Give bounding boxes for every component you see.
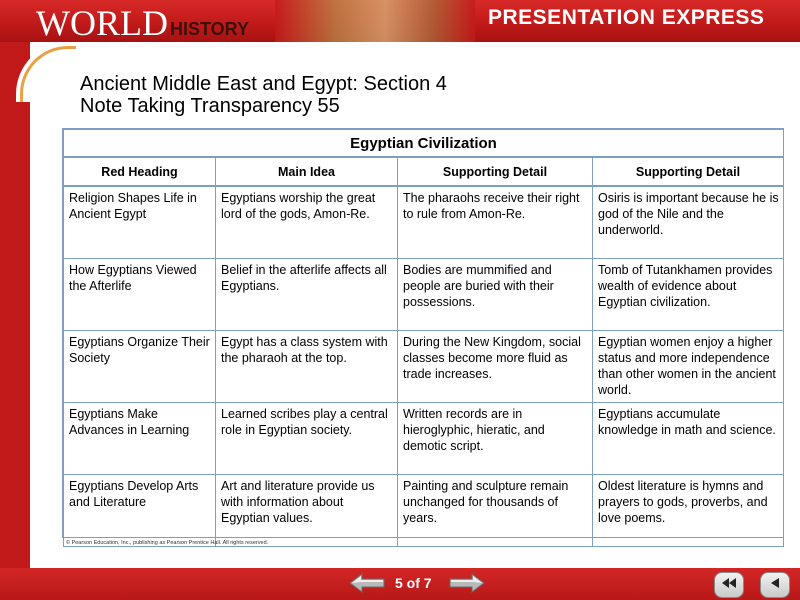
header-bar — [0, 0, 800, 42]
table-cell: Art and literature provide us with information about Egyptian values. — [216, 474, 398, 546]
table-row — [64, 474, 784, 546]
table-cell: Learned scribes play a central role in Egyptian society. — [216, 402, 398, 474]
table-row — [64, 402, 784, 474]
note-table — [63, 129, 784, 547]
page-indicator: 5 of 7 — [395, 575, 432, 591]
table-cell: During the New Kingdom, social classes become more fluid as trade increases. — [398, 330, 593, 402]
table-cell: Written records are in hieroglyphic, hieratic, and demotic script. — [398, 402, 593, 474]
table-caption: Egyptian Civilization — [64, 130, 784, 158]
table-cell: Egyptians Develop Arts and Literature — [64, 474, 216, 546]
egyptian-civilization-table — [62, 128, 784, 538]
slide-title-line2: Note Taking Transparency 55 — [80, 95, 340, 117]
table-cell: Tomb of Tutankhamen provides wealth of evidence about Egyptian civilization. — [593, 258, 784, 330]
play-back-icon — [769, 576, 781, 594]
table-cell: Belief in the afterlife affects all Egyptians. — [216, 258, 398, 330]
presentation-express-title: PRESENTATION EXPRESS — [488, 6, 765, 29]
copyright-notice: © Pearson Education, Inc., publishing as Pearson Prentice Hall. All rights reserved. — [66, 540, 269, 546]
header-main-idea: Main Idea — [216, 157, 398, 186]
table-cell: Egyptians Organize Their Society — [64, 330, 216, 402]
header-supporting-detail-1: Supporting Detail — [398, 157, 593, 186]
rewind-button[interactable] — [714, 572, 744, 598]
header-red-heading: Red Heading — [64, 157, 216, 186]
logo-world-text: WORLD — [36, 3, 168, 42]
left-arrow-icon[interactable] — [348, 573, 386, 593]
right-arrow-icon[interactable] — [448, 573, 486, 593]
header-banner-art — [275, 0, 475, 42]
table-row — [64, 330, 784, 402]
table-cell: Egyptians worship the great lord of the gods, Amon-Re. — [216, 186, 398, 258]
table-cell: Egyptians Make Advances in Learning — [64, 402, 216, 474]
table-cell: Egyptian women enjoy a higher status and more independence than other women in the ancient world. — [593, 330, 784, 402]
table-cell: Egyptians accumulate knowledge in math and science. — [593, 402, 784, 474]
header-supporting-detail-2: Supporting Detail — [593, 157, 784, 186]
table-cell: Bodies are mummified and people are buried with their possessions. — [398, 258, 593, 330]
world-history-logo — [36, 2, 249, 40]
slide-title-line1: Ancient Middle East and Egypt: Section 4 — [80, 73, 447, 95]
table-cell: How Egyptians Viewed the Afterlife — [64, 258, 216, 330]
table-cell: Religion Shapes Life in Ancient Egypt — [64, 186, 216, 258]
table-row — [64, 258, 784, 330]
table-cell: Oldest literature is hymns and prayers to gods, proverbs, and love poems. — [593, 474, 784, 546]
left-rail — [0, 42, 30, 570]
table-cell: Painting and sculpture remain unchanged for thousands of years. — [398, 474, 593, 546]
back-button[interactable] — [760, 572, 790, 598]
rewind-icon — [721, 576, 737, 594]
table-cell: The pharaohs receive their right to rule from Amon-Re. — [398, 186, 593, 258]
table-cell: Osiris is important because he is god of the Nile and the underworld. — [593, 186, 784, 258]
table-row — [64, 186, 784, 258]
logo-history-text: HISTORY — [169, 19, 249, 39]
table-cell: Egypt has a class system with the pharaoh at the top. — [216, 330, 398, 402]
